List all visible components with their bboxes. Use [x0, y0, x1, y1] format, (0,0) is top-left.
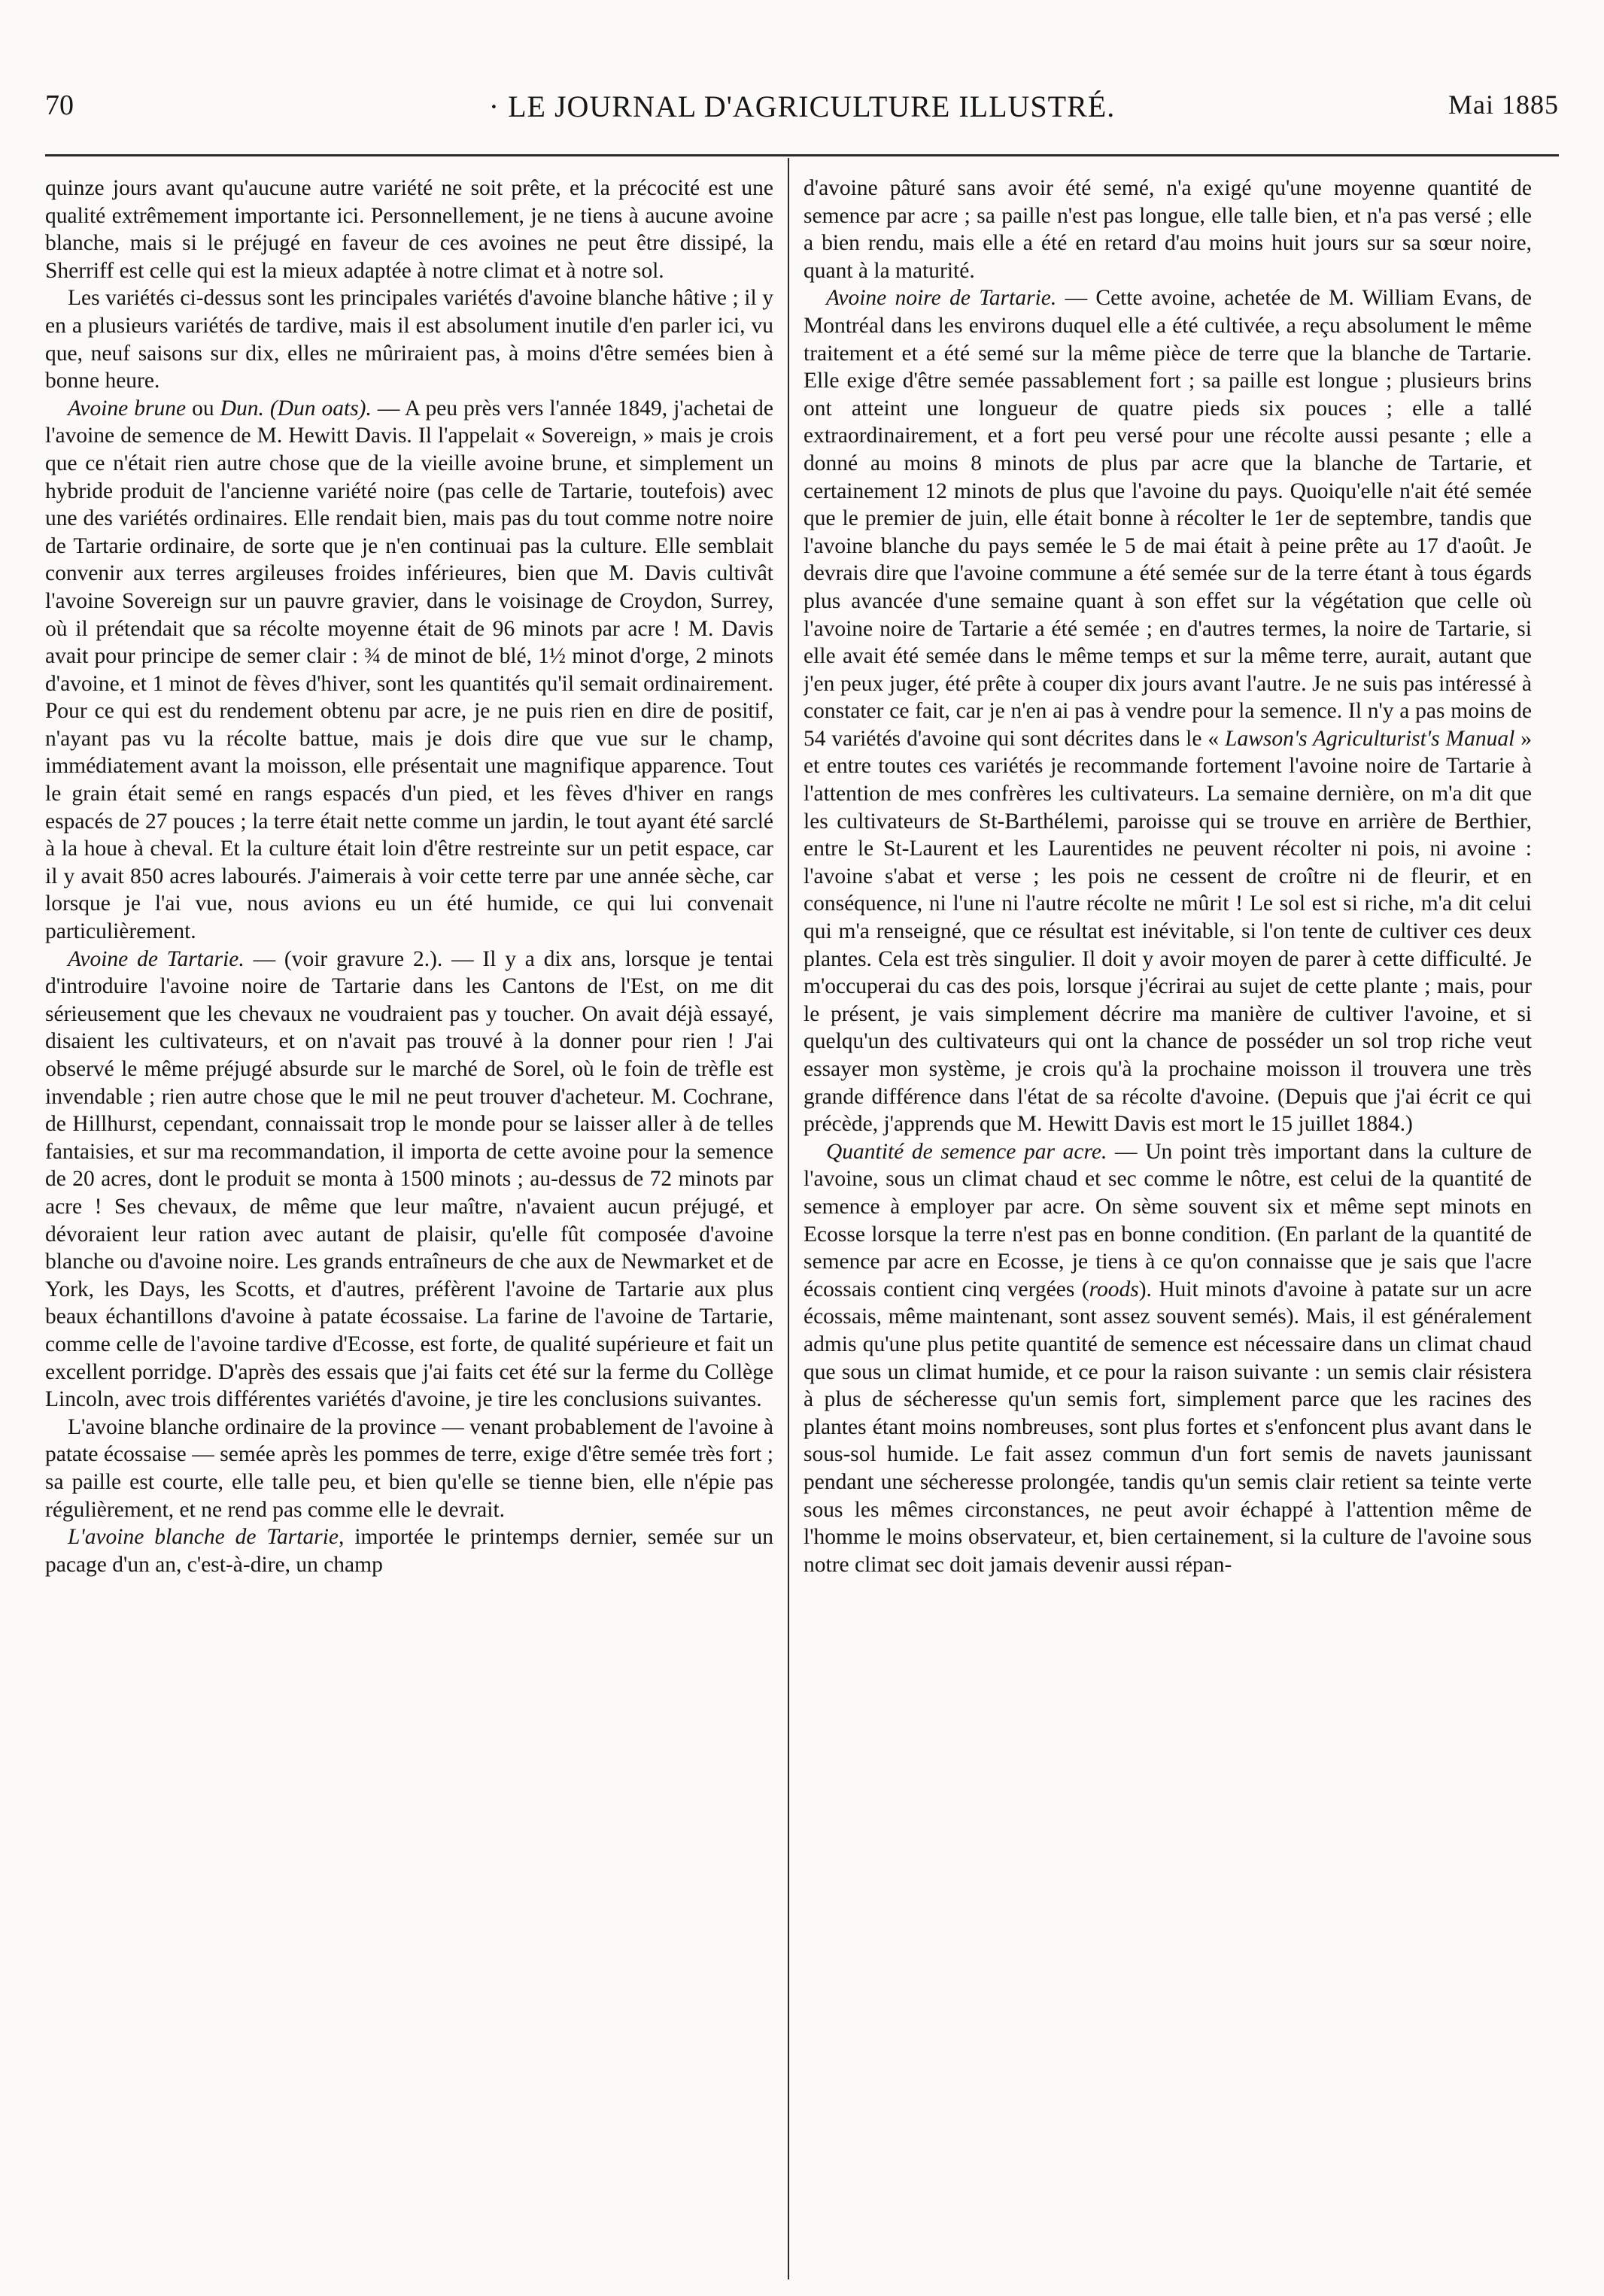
paragraph-body: importée le printemps dernier, semée sur un pacage d'un an, c'est-à-dire, un champ [45, 1525, 773, 1577]
left-column [45, 175, 773, 2273]
section-heading: Avoine noire de Tartarie. [826, 286, 1057, 311]
column-divider [788, 158, 789, 2279]
right-column [804, 175, 1532, 2273]
section-dun-oats: Avoine brune ou Dun. (Dun oats). — A peu près vers l'année 1849, j'achetai de l'avoine de semence de M. Hewitt Davis. Il l'appelait « Sovereign, » mais je crois que ce n'était rien autre chose que de la vieille avoine brune, et simplement un hybride produit de l'ancienne variété noire (pas celle de Tartarie, toutefois) avec une des variétés ordinaires. Elle rendait bien, mais pas du tout comme notre noire de Tartarie ordinaire, de sorte que je n'en continuai pas la culture. Elle semblait convenir aux terres argileuses froides inférieures, bien que M. Davis cultivât l'avoine Sovereign sur un pauvre gravier, dans le voisinage de Croydon, Surrey, où il prétendait que sa récolte moyenne était de 96 minots par acre ! M. Davis avait pour principe de semer clair : ¾ de minot de blé, 1½ minot d'orge, 2 minots d'avoine, et 1 minot de fèves d'hiver, sont les quantités qu'il semait ordinairement. Pour ce qui est du rendement obtenu par acre, je ne puis rien en dire de positif, n'ayant pas vu la récolte battue, mais je dois dire que vue sur le champ, immédiatement avant la moisson, elle présentait une magnifique apparence. Tout le grain était semé en rangs espacés d'un pied, et les fèves d'hiver en rangs espacés de 27 pouces ; la terre était nette comme un jardin, le tout ayant été sarclé à la houe à cheval. Et la culture était loin d'être restreinte sur un petit espace, car il y avait 850 acres labourés. J'aimerais à voir cette terre par une année sèche, car lorsque je l'ai vue, nous avions eu un été humide, ce qui lui convenait particulièrement. [45, 396, 773, 944]
journal-title: · LE JOURNAL D'AGRICULTURE ILLUSTRÉ. [488, 90, 1116, 123]
page-number: 70 [45, 90, 74, 121]
paragraph: quinze jours avant qu'aucune autre variété ne soit prête, et la précocité est une qualité extrêmement importante ici. Personnellement, je ne tiens à aucune avoine blanche, mais si le préjugé en faveur de ces avoines ne peut être dissipé, la Sherriff est celle qui est la mieux adaptée à notre climat et à notre sol. [45, 176, 773, 283]
header-rule [45, 154, 1559, 156]
paragraph-body: » et entre toutes ces variétés je recommande fortement l'avoine noire de Tartarie à l'attention de mes confrères les cultivateurs. La semaine dernière, on m'a dit que les cultivateurs de St-Barthélemi, paroisse qui se trouve en arrière de Berthier, entre le St-Laurent et les Laurentides ne peuvent récolter ni pois, ni avoine : l'avoine s'abat et verse ; les pois ne cessent de croître ni de fleurir, et en conséquence, ni l'une ni l'autre récolte ne mûrit ! Le sol est si riche, m'a dit celui qui m'a renseigné, que ce résultat est inévitable, si l'on tente de cultiver ces deux plantes. Cela est très singulier. Il doit y avoir moyen de parer à cette difficulté. Je m'occuperai du cas des pois, lorsque j'écrirai au sujet de cette plante ; mais, pour le présent, je vais simplement décrire ma manière de cultiver l'avoine, et si quelqu'un des cultivateurs qui ont la chance de posséder un sol trop riche veut essayer mon système, je crois qu'à la prochaine moisson il trouvera une très grande différence dans l'état de sa récolte d'avoine. (Depuis que j'ai écrit ce qui précède, j'apprends que M. Hewitt Davis est mort le 15 juillet 1884.) [804, 726, 1532, 1137]
paragraph-body: ). Huit minots d'avoine à patate sur un acre écossais, même maintenant, sont assez souvent semés). Mais, il est généralement admis qu'une plus petite quantité de semence est nécessaire dans un climat chaud que sous un climat humide, et ce pour la raison suivante : un semis clair résistera à plus de sécheresse qu'un semis fort, simplement parce que les racines des plantes étant moins nombreuses, sont plus fortes et s'enfoncent plus avant dans le sous-sol humide. Le fait assez commun d'un fort semis de navets jaunissant pendant une sécheresse prolongée, tandis qu'un semis clair retient sa teinte verte sous les mêmes circonstances, ne peut avoir échappé à l'attention même de l'homme le moins observateur, et, bien certainement, si la culture de l'avoine sous notre climat sec doit jamais devenir aussi répan- [804, 1277, 1532, 1577]
section-heading: Dun. (Dun oats). [220, 396, 372, 421]
paragraph-body: — (voir gravure 2.). — Il y a dix ans, lorsque je tentai d'introduire l'avoine noire de Tartarie dans les Cantons de l'Est, on me dit sérieusement que les chevaux ne voudraient pas y toucher. On avait déjà essayé, disaient les cultivateurs, et on n'avait pas trouvé à la donner pour rien ! J'ai observé le même préjugé absurde sur le marché de Sorel, où le foin de trèfle est invendable ; rien autre chose que le mil ne peut trouver d'acheteur. M. Cochrane, de Hillhurst, cependant, connaissait trop le monde pour se laisser aller à de telles fantaisies, et sur ma recommandation, il importa de cette avoine pour la semence de 20 acres, dont le produit se monta à 1500 minots ; au-dessus de 72 minots par acre ! Ses chevaux, de même que leur maître, n'avaient aucun préjugé, et dévoraient leur ration avec autant de plaisir, qu'elle fût composée d'avoine blanche ou d'avoine noire. Les grands entraîneurs de che aux de Newmarket et de York, les Days, les Scotts, et d'autres, préfèrent l'avoine de Tartarie aux plus beaux échantillons d'avoine à patate écossaise. La farine de l'avoine de Tartarie, comme celle de l'avoine tardive d'Ecosse, est forte, de qualité supérieure et fait un excellent porridge. D'après des essais que j'ai faits cet été sur la ferme du Collège Lincoln, avec trois différentes variétés d'avoine, je tire les conclusions suivantes. [45, 946, 773, 1412]
paragraph-body: — A peu près vers l'année 1849, j'achetai de l'avoine de semence de M. Hewitt Davis. Il l'appelait « Sovereign, » mais je crois que ce n'était rien autre chose que de la vieille avoine brune, et simplement un hybride produit de l'ancienne variété noire (pas celle de Tartarie, toutefois) avec une des variétés ordinaires. Elle rendait bien, mais pas du tout comme notre noire de Tartarie ordinaire, de sorte que je n'en continuai pas la culture. Elle semblait convenir aux terres argileuses froides inférieures, bien que M. Davis cultivât l'avoine Sovereign sur un pauvre gravier, dans le voisinage de Croydon, Surrey, où il prétendait que sa récolte moyenne était de 96 minots par acre ! M. Davis avait pour principe de semer clair : ¾ de minot de blé, 1½ minot d'orge, 2 minots d'avoine, et 1 minot de fèves d'hiver, sont les quantités qu'il semait ordinairement. Pour ce qui est du rendement obtenu par acre, je ne puis rien en dire de positif, n'ayant pas vu la récolte battue, mais je dois dire que vue sur le champ, immédiatement avant la moisson, elle présentait une magnifique apparence. Tout le grain était semé en rangs espacés d'un pied, et les fèves d'hiver en rangs espacés de 27 pouces ; la terre était nette comme un jardin, le tout ayant été sarclé à la houe à cheval. Et la culture était loin d'être restreinte sur un petit espace, car il y avait 850 acres labourés. J'aimerais à voir cette terre par une année sèche, car lorsque je l'ai vue, nous avions eu un été humide, ce qui lui convenait particulièrement. [45, 396, 773, 944]
section-heading: L'avoine blanche de Tartarie, [68, 1525, 345, 1550]
paragraph: d'avoine pâturé sans avoir été semé, n'a exigé qu'une moyenne quantité de semence par acre ; sa paille n'est pas longue, elle talle bien, et n'a pas versé ; elle a bien rendu, mais elle a été en retard d'au moins huit jours sur sa sœur noire, quant à la maturité. [804, 176, 1532, 283]
paragraph-body: — Cette avoine, achetée de M. William Evans, de Montréal dans les environs duquel elle a été cultivée, a reçu absolument le même traitement et a été semé sur la même pièce de terre que la blanche de Tartarie. Elle exige d'être semée passablement fort ; sa paille est longue ; plusieurs brins ont atteint une longueur de quatre pieds six pouces ; elle a tallé extraordinairement, et a fort peu versé pour une récolte aussi pesante ; elle a donné au moins 8 minots de plus par acre que la blanche de Tartarie, et certainement 12 minots de plus que l'avoine du pays. Quoiqu'elle n'ait été semée que le premier de juin, elle était bonne à récolter le 1er de septembre, tandis que l'avoine blanche du pays semée le 5 de mai était à peine prête au 17 d'août. Je devrais dire que l'avoine commune a été semée sur de la terre étant à tous égards plus avancée d'une semaine quant à son effet sur la végétation que celle où l'avoine noire de Tartarie a été semée ; en d'autres termes, la noire de Tartarie, si elle avait été semée dans le même temps et sur la même terre, aurait, autant que j'en peux juger, été prête à couper dix jours avant l'autre. Je ne suis pas intéressé à constater ce fait, car je n'en ai pas à vendre pour la semence. Il n'y a pas moins de 54 variétés d'avoine qui sont décrites dans le « [804, 286, 1532, 751]
section-heading: Avoine brune [68, 396, 187, 421]
paragraph: Les variétés ci-dessus sont les principales variétés d'avoine blanche hâtive ; il y en a plusieurs variétés de tardive, mais il est absolument inutile d'en parler ici, vu que, neuf saisons sur dix, elles ne mûriraient pas, à moins d'être semées bien à bonne heure. [45, 286, 773, 393]
section-blanche-tartarie [45, 1523, 773, 1578]
section-noire-tartarie [804, 284, 1532, 1137]
page-header [45, 89, 1559, 131]
term: roods [1089, 1277, 1139, 1301]
paragraph: L'avoine blanche ordinaire de la province — venant probablement de l'avoine à patate écossaise — semée après les pommes de terre, exige d'être semée très fort ; sa paille est courte, elle talle peu, et bien qu'elle se tienne bien, elle n'épie pas régulièrement, et ne rend pas comme elle le devrait. [45, 1414, 773, 1522]
section-heading: Quantité de semence par acre. [826, 1139, 1107, 1164]
section-tartarie [45, 946, 773, 1414]
issue-date: Mai 1885 [1448, 90, 1559, 120]
paragraph-body: — Un point très important dans la culture de l'avoine, sous un climat chaud et sec comme le nôtre, est celui de la quantité de semence à employer par acre. On sème souvent six et même sept minots en Ecosse lorsque la terre n'est pas en bonne condition. (En parlant de la quantité de semence par acre en Ecosse, je tiens à ce qu'on connaisse que je sais que l'acre écossais contient cinq vergées ( [804, 1139, 1532, 1301]
book-title: Lawson's Agriculturist's Manual [1225, 726, 1515, 751]
section-quantite-semence [804, 1138, 1532, 1579]
section-heading: Avoine de Tartarie. [68, 946, 245, 971]
